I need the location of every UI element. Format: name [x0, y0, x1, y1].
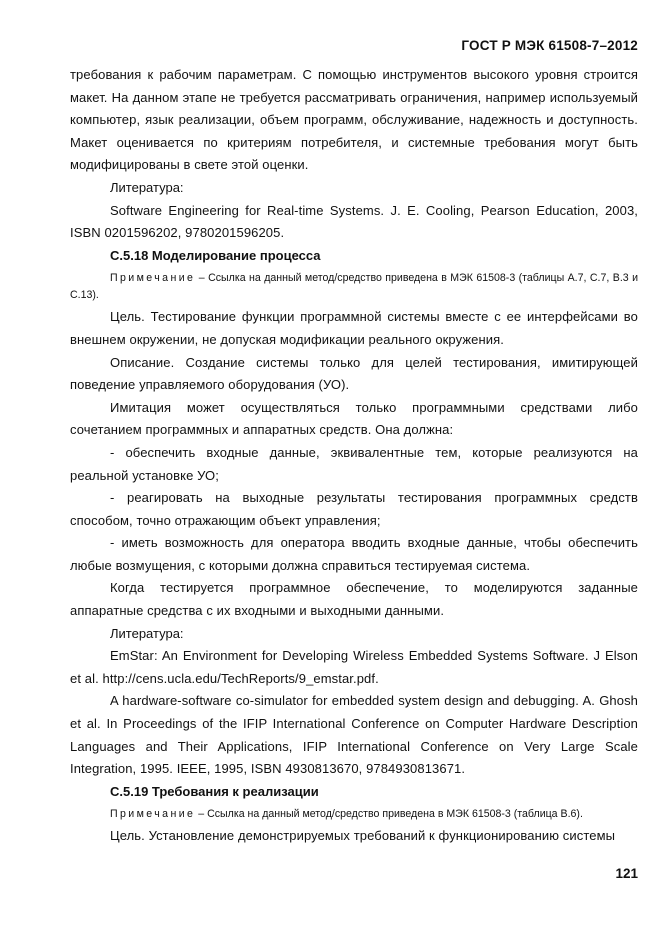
description-paragraph: Описание. Создание системы только для целей тестирования, имитирующей поведение управляемого оборудования (УО).	[70, 354, 638, 393]
reference-emstar: EmStar: An Environment for Developing Wireless Embedded Systems Software. J Elson et al. http://cens.ucla.edu/TechReports/9_emstar.pdf.	[70, 648, 638, 686]
list-item: - обеспечить входные данные, эквивалентные тем, которые реализуются на реальной установке УО;	[70, 444, 638, 483]
reference-cooling: Software Engineering for Real-time Systems. J. E. Cooling, Pearson Education, 2003, ISBN 0201596202, 9780201596205.	[70, 202, 638, 241]
document-code-header: ГОСТ Р МЭК 61508-7–2012	[461, 38, 638, 53]
page-content	[70, 64, 638, 848]
section-heading-c519: C.5.19 Требования к реализации	[110, 783, 319, 799]
goal-paragraph: Цель. Тестирование функции программной системы вместе с ее интерфейсами во внешнем окружении, не допуская модификации реального окружения.	[70, 309, 638, 347]
list-item: - иметь возможность для оператора вводить входные данные, чтобы обеспечить любые возмущения, с которыми должна справиться тестируемая система.	[70, 535, 638, 573]
page-number: 121	[615, 866, 638, 881]
note-label: Примечание	[110, 808, 196, 821]
literature-label: Литература:	[110, 179, 184, 195]
list-item: - реагировать на выходные результаты тестирования программных средств способом, точно отражающим объект управления;	[70, 490, 638, 528]
reference-cosimulator: A hardware-software co-simulator for embedded system design and debugging. A. Ghosh et al. In Proceedings of the IFIP International Conference on Computer Hardware Description Languages and Their Applications, IFIP International Conference on Very Large Scale Integration, 1995. IEEE, 1995, ISBN 4930813670, 9784930813671.	[70, 693, 638, 777]
note-text: – Ссылка на данный метод/средство приведена в МЭК 61508-3 (таблица В.6).	[195, 808, 583, 821]
imitation-paragraph: Имитация может осуществляться только программными средствами либо сочетанием программных и аппаратных средств. Она должна:	[70, 399, 638, 438]
paragraph-continuation: требования к рабочим параметрам. С помощью инструментов высокого уровня строится макет. На данном этапе не требуется рассматривать ограничения, например используемый компьютер, язык реализации, объем программ, обслуживание, надежность и доступность. Макет оценивается по критериям потребителя, и системные требования могут быть модифицированы в свете этой оценки.	[70, 67, 638, 173]
when-testing-paragraph: Когда тестируется программное обеспечение, то моделируются заданные аппаратные средства с их входными и выходными данными.	[70, 580, 638, 619]
note-text: – Ссылка на данный метод/средство приведена в МЭК 61508-3 (таблицы А.7, С.7, В.3 и С.13).	[70, 272, 638, 302]
goal-paragraph-c519: Цель. Установление демонстрируемых требований к функционированию системы	[110, 828, 616, 844]
note-c518	[70, 270, 638, 304]
section-heading-c518: C.5.18 Моделирование процесса	[110, 247, 321, 263]
note-label: Примечание	[110, 272, 196, 285]
literature-label: Литература:	[110, 625, 184, 641]
note-c519	[70, 806, 638, 823]
